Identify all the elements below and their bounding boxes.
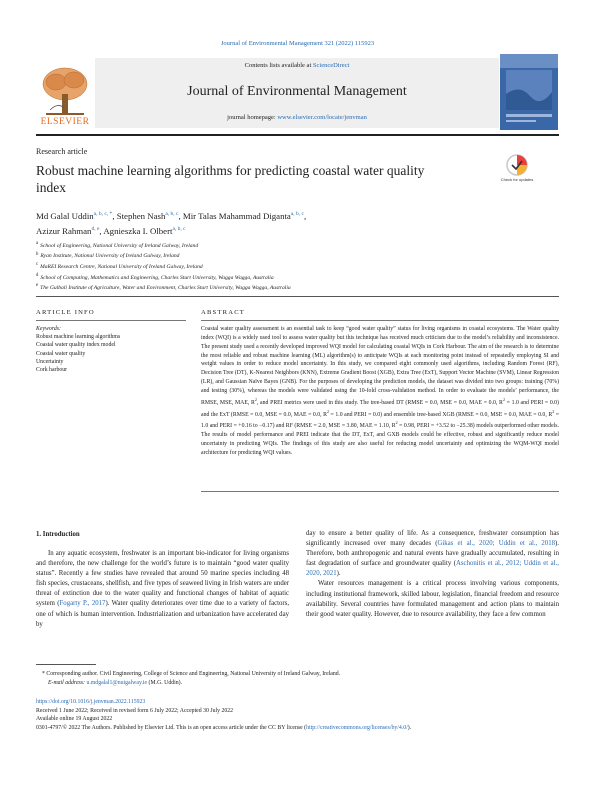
keyword: Uncertainty — [36, 358, 64, 365]
keyword: Cork harbour — [36, 367, 68, 374]
affiliation-list — [36, 240, 516, 293]
journal-reference[interactable]: Journal of Environmental Management 321 (2022) 115923 — [220, 40, 375, 47]
author-name[interactable]: Mir Talas Mahammad Diganta — [182, 210, 291, 221]
affiliation-text: School of Computing, Mathematics and Engineering, Charles Sturt University, Wagga Wagga, Australia — [40, 274, 274, 281]
author-affiliation-marker[interactable]: a, b, c — [172, 225, 186, 232]
article-footer — [36, 698, 559, 732]
header-rule — [36, 134, 559, 136]
author-name[interactable]: Stephen Nash — [116, 210, 166, 221]
license-line: 0301-4797/© 2022 The Authors. Published by Elsevier Ltd. This is an open access article under the CC BY license (http://creativecommons.org/licenses/by/4.0/). — [36, 724, 412, 731]
footnote — [36, 670, 559, 687]
author-affiliation-marker[interactable]: a, b, c — [290, 211, 304, 217]
author-affiliation-marker[interactable]: d, e — [91, 225, 100, 232]
author-affiliation-marker[interactable]: a, b, c, * — [93, 211, 113, 217]
elsevier-wordmark: ELSEVIER — [40, 117, 90, 127]
intro-paragraph: In any aquatic ecosystem, freshwater is an important bio-indicator for living organisms and therefore, the new challenge for the world’s future is to maintain “good water quality status”. Recently a few studies have revealed that around 50 marine species including 48 fish species, crustaceans, shellfish, and five types of seaweed living in Irish waters are under threat of extinction due to the water quality and functional changes of habitat of aquatic system (Fogarty P., 2017). Water quality deteriorates over time due to a variety of factors, one of which is human intervention. Industrialization and urbanization have accelerated day by — [36, 550, 290, 628]
crossmark-icon[interactable] — [500, 152, 534, 186]
affiliation — [36, 282, 516, 293]
contents-line — [95, 62, 499, 69]
abstract-bottom-rule — [201, 491, 559, 492]
affiliation-marker: b — [36, 251, 39, 257]
affiliation-marker: d — [36, 272, 39, 278]
keywords-block — [36, 325, 186, 374]
intro-paragraph: Water resources management is a critical process involving various components, including institutional framework, skilled labour, legislation, financial freedom and resource availability. Several countries have formulated management and action plans to maintain their good water quality. However, due to resource availability, they face a few common — [306, 580, 559, 618]
affiliation-text: Ryan Institute, National University of Ireland Galway, Ireland — [40, 253, 180, 260]
footnote-rule — [36, 664, 96, 665]
affiliation-text: School of Engineering, National University of Ireland Galway, Ireland — [40, 242, 199, 249]
crossmark-label: Check for updates — [500, 177, 534, 182]
affiliation-text: MaREI Research Centre, National University of Ireland Galway, Ireland — [40, 263, 203, 270]
homepage-prefix: journal homepage: — [227, 114, 278, 121]
intro-paragraph: day to ensure a better quality of life. As a consequence, freshwater consumption has significantly increased over many decades (Gikas et al., 2020; Uddin et al., 2018). Therefore, both anthropogenic and natural events have gradually accumulated, resulting in fast degradation of surface and groundwater quality (Aschonitis et al., 2012; Uddin et al., 2020, 2021). — [306, 530, 559, 578]
citation-link[interactable]: Aschonitis et al., 2012; Uddin et al., 2020, 2021 — [306, 560, 559, 578]
journal-title: Journal of Environmental Management — [187, 84, 407, 99]
sciencedirect-link[interactable]: ScienceDirect — [312, 62, 350, 69]
keyword: Coastal water quality index model — [36, 342, 116, 349]
author-name[interactable]: Agnieszka I. Olbert — [103, 225, 173, 236]
citation-link[interactable]: Gikas et al., 2020; Uddin et al., 2018 — [437, 540, 556, 548]
author-affiliation-marker[interactable]: a, b, c — [165, 211, 179, 217]
affiliation-marker: e — [36, 283, 39, 289]
keyword: Coastal water quality — [36, 350, 86, 357]
author-separator: , — [99, 225, 104, 236]
history-line: Received 1 June 2022; Received in revised form 6 July 2022; Accepted 30 July 2022 — [36, 707, 234, 714]
author-separator: , — [112, 210, 117, 221]
journal-homepage — [95, 114, 499, 121]
abstract-heading: ABSTRACT — [201, 309, 246, 316]
license-link[interactable]: http://creativecommons.org/licenses/by/4.0/ — [306, 724, 408, 731]
author-name[interactable]: Azizur Rahman — [36, 225, 92, 236]
citation-link[interactable]: Fogarty P., 2017 — [59, 600, 106, 608]
article-type: Research article — [36, 147, 88, 156]
introduction-column-left — [36, 549, 289, 630]
author-list — [36, 208, 516, 238]
available-online-line: Available online 19 August 2022 — [36, 716, 113, 723]
affiliation — [36, 240, 516, 251]
keyword: Robust machine learning algorithms — [36, 334, 121, 341]
journal-cover-thumbnail — [500, 54, 558, 130]
keywords-label: Keywords: — [36, 326, 61, 332]
keywords-list — [36, 333, 186, 374]
abstract-rule — [201, 320, 559, 321]
homepage-link[interactable]: www.elsevier.com/locate/jenvman — [277, 114, 367, 121]
affiliation — [36, 272, 516, 283]
article-info-rule — [36, 320, 186, 321]
corresponding-author-note: * Corresponding author. Civil Engineering, College of Science and Engineering, National University of Ireland Galway, Ireland. — [42, 671, 341, 677]
article-info-heading: ARTICLE INFO — [36, 309, 95, 316]
doi-link[interactable]: https://doi.org/10.1016/j.jenvman.2022.115923 — [36, 699, 146, 705]
author-name[interactable]: Md Galal Uddin — [36, 210, 94, 221]
author-separator: , — [178, 210, 183, 221]
contents-prefix: Contents lists available at — [244, 62, 313, 69]
affiliation — [36, 251, 516, 262]
email-link[interactable]: u.mdgalal1@nuigalway.ie — [86, 679, 148, 686]
author-separator: , — [303, 210, 307, 221]
affiliation-marker: c — [36, 262, 39, 268]
introduction-heading: 1. Introduction — [36, 531, 80, 538]
affiliation — [36, 261, 516, 272]
section-rule — [36, 296, 559, 297]
article-title: Robust machine learning algorithms for predicting coastal water quality index — [36, 163, 425, 195]
introduction-column-right — [306, 529, 559, 620]
affiliation-text: The Gulbali Institute of Agriculture, Water and Environment, Charles Sturt University, Wagga Wagga, Australia — [40, 285, 291, 292]
abstract-text: Coastal water quality assessment is an essential task to keep “good water quality” status for living organisms in coastal ecosystems. The Water quality index (WQI) is a widely used tool to assess water quality but this technique has received much criticism due to the model’s reliability and inconsistence. The present study used a recently developed improved WQI model for calculating coastal WQIs in Cork Harbour. The aim of the research is to determine the most reliable and robust machine learning (ML) algorithm(s) to anticipate WQIs at each monitoring point instead of repeatedly employing SI and weight values in order to reduce model uncertainty. In this study, we compared eight commonly used algorithms, including Random Forest (RF), Decision Tree (DT), K-Nearest Neighbors (KNN), Extreme Gradient Boost (XGB), Extra Tree (ExT), Support Vector Machine (SVM), Linear Regression (LR), and Gaussian Naïve Bayes (GNB). For the purposes of developing the prediction models, the dataset was divided into two groups: training (70%) and testing (30%), whereas the models were validated using the 10-fold cross-validation method. In order to evaluate the models’ performance, the RMSE, MSE, MAE, $R^2$, and PREI metrics were used in this study. The tree-based DT (RMSE = 0.0, MSE = 0.0, MAE = 0.0, $R^2 = 1.0$ and PERI = 0.0) and the ExT (RMSE = 0.0, MSE = 0.0, MAE = 0.0, $R^2 = 1.0$ and PERI = 0.0) and ensemble tree-based XGB (RMSE = 0.0, MSE = 0.0, MAE = 0.0, $R^2 = 1.0$ and PERI = +0.16 to −0.17) and RF (RMSE = 2.0, MSE = 3.80, MAE = 1.10, $R^2 = 0.98$, PERI = +3.52 to −25.38) models outperformed other models. The results of model performance and PREI indicate that the DT, ExT, and GXB models could be effective, robust and significantly reduce model uncertainty in predicting WQIs. The findings of this study are also useful for reducing model uncertainty and optimizing the WQM-WQI model architecture for predicting WQI values. — [201, 326, 559, 456]
affiliation-marker: a — [36, 241, 39, 246]
email-line: E-mail address: u.mdgalal1@nuigalway.ie (M.G. Uddin). — [48, 679, 183, 686]
